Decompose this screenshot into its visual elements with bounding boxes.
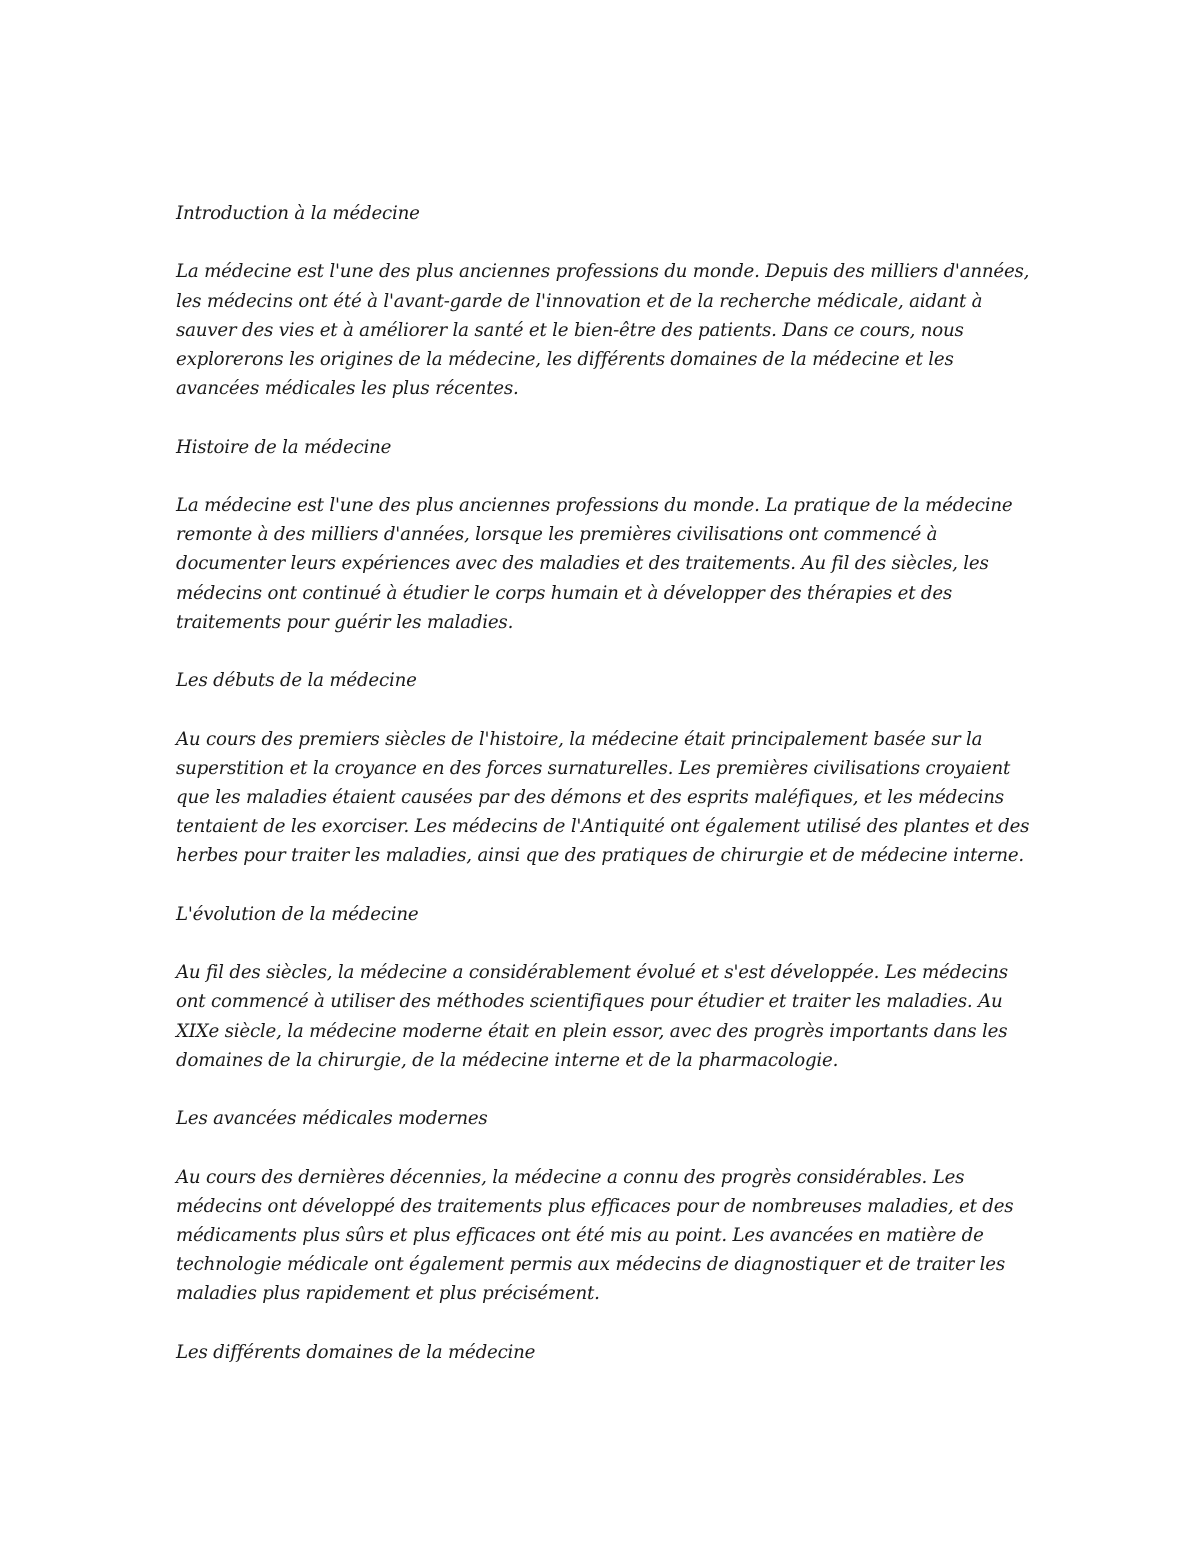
section-heading-domaines: Les différents domaines de la médecine bbox=[176, 1341, 536, 1363]
section-paragraph-avancees: Au cours des dernières décennies, la médecine a connu des progrès considérables. Les médecins ont développé des traitements plus efficaces pour de nombreuses maladies, et des médicaments plus sûrs et plus efficaces ont été mis au point. Les avancées en matière de technologie médicale ont également permis aux médecins de diagnostiquer et de traiter les maladies plus rapidement et plus précisément. bbox=[176, 1166, 1014, 1305]
section-paragraph-evolution: Au fil des siècles, la médecine a considérablement évolué et s'est développée. Les médecins ont commencé à utiliser des méthodes scientifiques pour étudier et traiter les maladies. Au XIXe siècle, la médecine moderne était en plein essor, avec des progrès importants dans les domaines de la chirurgie, de la médecine interne et de la pharmacologie. bbox=[176, 962, 1008, 1071]
section-paragraph-histoire: La médecine est l'une des plus anciennes professions du monde. La pratique de la médecine remonte à des milliers d'années, lorsque les premières civilisations ont commencé à documenter leurs expériences avec des maladies et des traitements. Au fil des siècles, les médecins ont continué à étudier le corps humain et à développer des thérapies et des traitements pour guérir les maladies. bbox=[176, 494, 1013, 633]
section-heading-avancees: Les avancées médicales modernes bbox=[176, 1108, 488, 1130]
section-heading-introduction: Introduction à la médecine bbox=[176, 203, 420, 224]
section-heading-histoire: Histoire de la médecine bbox=[176, 436, 392, 458]
section-heading-debuts: Les débuts de la médecine bbox=[176, 670, 417, 692]
section-paragraph-introduction: La médecine est l'une des plus anciennes professions du monde. Depuis des milliers d'années, les médecins ont été à l'avant-garde de l'innovation et de la recherche médicale, aidant à sauver des vies et à améliorer la santé et le bien-être des patients. Dans ce cours, nous explorerons les origines de la médecine, les différents domaines de la médecine et les avancées médicales les plus récentes. bbox=[176, 261, 1030, 400]
section-paragraph-debuts: Au cours des premiers siècles de l'histoire, la médecine était principalement basée sur la superstition et la croyance en des forces surnaturelles. Les premières civilisations croyaient que les maladies étaient causées par des démons et des esprits maléfiques, et les médecins tentaient de les exorciser. Les médecins de l'Antiquité ont également utilisé des plantes et des herbes pour traiter les maladies, ainsi que des pratiques de chirurgie et de médecine interne. bbox=[176, 728, 1030, 867]
document-body bbox=[176, 199, 1036, 1396]
section-heading-evolution: L'évolution de la médecine bbox=[176, 903, 419, 925]
